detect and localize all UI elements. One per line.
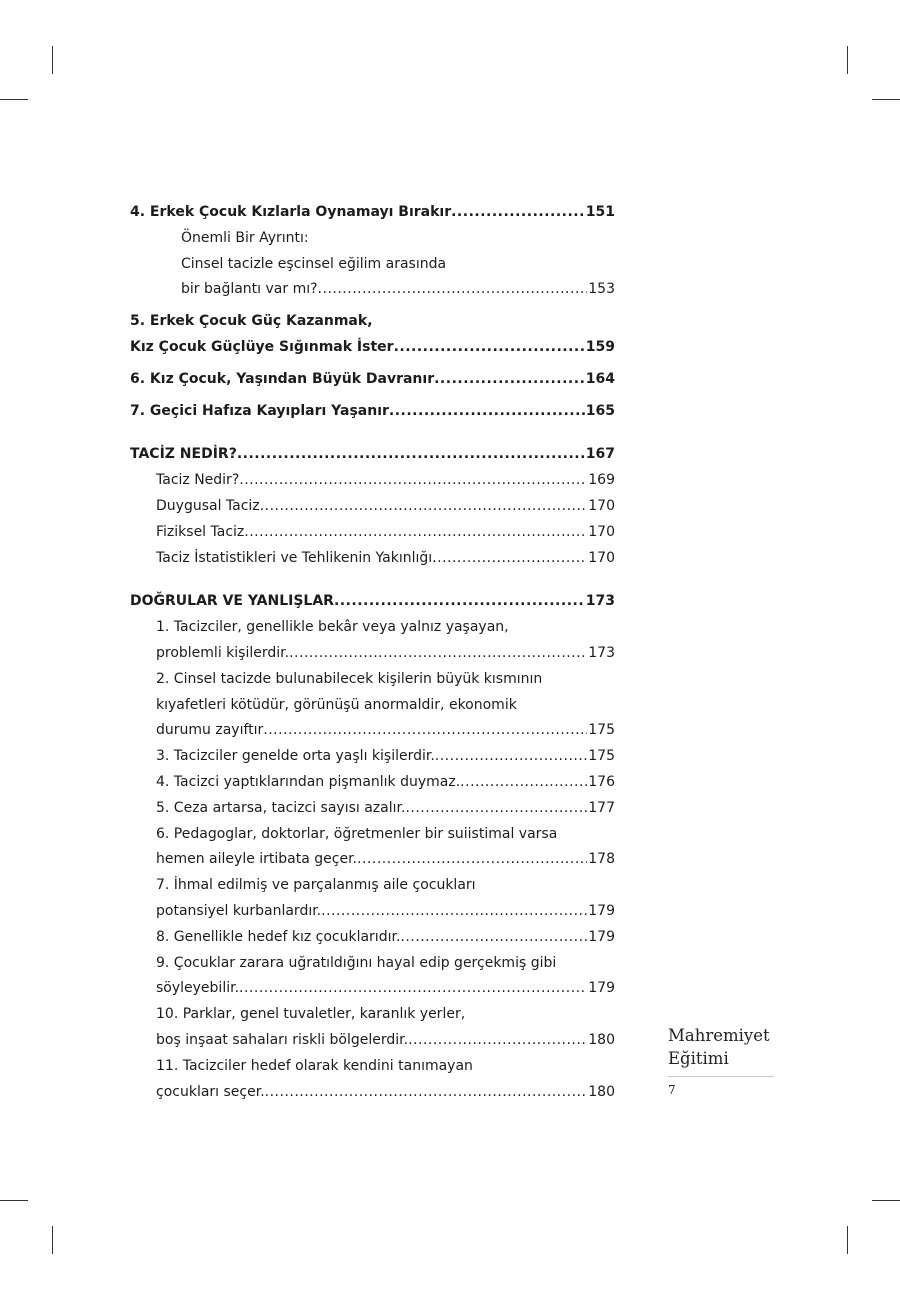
toc-entry (130, 667, 615, 693)
toc-entry-title: 7. İhmal edilmiş ve parçalanmış aile çocukları (156, 877, 476, 894)
toc-entry-title: 11. Tacizciler hedef olarak kendini tanımayan (156, 1057, 473, 1074)
toc-entry (130, 873, 615, 899)
toc-leader-dots (260, 494, 588, 520)
table-of-contents (130, 200, 615, 1105)
crop-mark-bottom-left-vertical (52, 1226, 53, 1254)
toc-entry-title: 6. Pedagoglar, doktorlar, öğretmenler bir suiistimal varsa (156, 825, 558, 842)
toc-entry (130, 277, 615, 303)
toc-entry (130, 252, 615, 278)
toc-entry (130, 1080, 615, 1106)
toc-entry (130, 468, 615, 494)
toc-entry-page: 170 (588, 523, 615, 540)
toc-entry-title: çocukları seçer. (156, 1083, 265, 1100)
toc-leader-dots (435, 744, 587, 770)
toc-entry-page: 175 (588, 748, 615, 765)
toc-entry-title: potansiyel kurbanlardır. (156, 902, 322, 919)
toc-entry (130, 693, 615, 719)
toc-leader-dots (289, 641, 587, 667)
toc-entry-page: 176 (588, 773, 615, 790)
toc-entry-title: Taciz Nedir? (156, 472, 240, 489)
toc-heading-entry (130, 367, 615, 393)
toc-entry-title: 4. Tacizci yaptıklarından pişmanlık duymaz. (156, 773, 461, 790)
toc-heading-entry (130, 335, 615, 361)
toc-entry-title: 5. Erkek Çocuk Güç Kazanmak, (130, 313, 373, 330)
toc-entry (130, 226, 615, 252)
crop-mark-bottom-right-horizontal (872, 1200, 900, 1201)
toc-heading-entry (130, 442, 615, 468)
toc-entry-page: 170 (588, 497, 615, 514)
toc-leader-dots (389, 399, 585, 425)
running-header (668, 1024, 774, 1097)
toc-entry-page: 179 (588, 928, 615, 945)
toc-entry-page: 179 (588, 980, 615, 997)
toc-entry (130, 925, 615, 951)
toc-entry-title: 9. Çocuklar zarara uğratıldığını hayal edip gerçekmiş gibi (156, 954, 557, 971)
toc-entry-title: TACİZ NEDİR? (130, 446, 237, 463)
toc-entry (130, 520, 615, 546)
toc-spacer (130, 424, 615, 442)
toc-heading-entry (130, 309, 615, 335)
toc-entry (130, 847, 615, 873)
toc-entry-page: 179 (588, 902, 615, 919)
toc-entry (130, 796, 615, 822)
toc-entry-title: Kız Çocuk Güçlüye Sığınmak İster (130, 338, 394, 355)
toc-entry-page: 180 (588, 1031, 615, 1048)
toc-leader-dots (265, 1080, 588, 1106)
toc-entry-page: 175 (588, 722, 615, 739)
crop-mark-bottom-right-vertical (847, 1226, 848, 1254)
toc-entry (130, 1002, 615, 1028)
toc-entry-title: 4. Erkek Çocuk Kızlarla Oynamayı Bırakır (130, 204, 452, 220)
toc-entry-title: kıyafetleri kötüdür, görünüşü anormaldir, ekonomik (156, 696, 517, 713)
toc-entry (130, 1028, 615, 1054)
toc-entry-title: söyleyebilir. (156, 980, 240, 997)
toc-entry-page: 173 (585, 593, 615, 610)
toc-leader-dots (318, 277, 588, 303)
crop-mark-top-right-horizontal (872, 99, 900, 100)
toc-entry (130, 718, 615, 744)
toc-leader-dots (239, 468, 587, 494)
toc-entry-page: 169 (588, 472, 615, 489)
toc-entry-page: 167 (585, 446, 615, 463)
toc-entry-title: 6. Kız Çocuk, Yaşından Büyük Davranır (130, 370, 435, 387)
toc-entry (130, 770, 615, 796)
toc-heading-entry (130, 399, 615, 425)
toc-entry (130, 951, 615, 977)
book-title-line-1: Mahremiyet (668, 1026, 770, 1045)
toc-entry-page: 165 (585, 402, 615, 419)
toc-entry-page: 159 (585, 338, 615, 355)
toc-leader-dots (405, 796, 587, 822)
toc-entry-title: problemli kişilerdir. (156, 644, 290, 661)
toc-entry (130, 976, 615, 1002)
toc-entry-title: Fiziksel Taciz (156, 523, 245, 540)
toc-entry-page: 170 (588, 549, 615, 566)
toc-entry (130, 1054, 615, 1080)
toc-leader-dots (394, 335, 585, 361)
toc-entry-title: Duygusal Taciz (156, 497, 260, 514)
toc-leader-dots (244, 520, 587, 546)
crop-mark-top-left-horizontal (0, 99, 28, 100)
toc-entry-page: 164 (585, 370, 615, 387)
crop-mark-bottom-left-horizontal (0, 1200, 28, 1201)
toc-leader-dots (334, 589, 585, 615)
toc-entry-page: 180 (588, 1083, 615, 1100)
toc-entry-title: 3. Tacizciler genelde orta yaşlı kişilerdir. (156, 748, 435, 765)
toc-leader-dots (263, 718, 587, 744)
header-divider (668, 1076, 774, 1077)
toc-leader-dots (408, 1028, 587, 1054)
toc-spacer (130, 571, 615, 589)
toc-leader-dots (432, 546, 587, 572)
toc-entry (130, 546, 615, 572)
toc-leader-dots (239, 976, 587, 1002)
toc-leader-dots (357, 847, 587, 873)
toc-entry-page: 153 (588, 281, 615, 298)
toc-leader-dots (451, 200, 585, 226)
toc-entry-title: boş inşaat sahaları riskli bölgelerdir. (156, 1031, 409, 1048)
toc-entry-title: DOĞRULAR VE YANLIŞLAR (130, 593, 334, 610)
toc-entry-title: bir bağlantı var mı? (181, 281, 318, 298)
toc-leader-dots (237, 442, 585, 468)
toc-entry-title: 10. Parklar, genel tuvaletler, karanlık yerler, (156, 1006, 466, 1023)
toc-leader-dots (460, 770, 587, 796)
toc-entry (130, 744, 615, 770)
toc-entry-page: 178 (588, 851, 615, 868)
toc-entry-title: 2. Cinsel tacizde bulunabilecek kişilerin büyük kısmının (156, 670, 543, 687)
book-title-line-2: Eğitimi (668, 1049, 729, 1068)
toc-entry (130, 494, 615, 520)
toc-entry (130, 822, 615, 848)
toc-leader-dots (321, 899, 587, 925)
toc-heading-entry (130, 200, 615, 226)
toc-heading-entry (130, 589, 615, 615)
toc-entry-title: Taciz İstatistikleri ve Tehlikenin Yakınlığı (156, 549, 433, 566)
toc-entry-title: durumu zayıftır (156, 722, 264, 739)
toc-entry-title: 8. Genellikle hedef kız çocuklarıdır. (156, 928, 401, 945)
toc-entry-title: Önemli Bir Ayrıntı: (181, 229, 309, 246)
toc-entry (130, 641, 615, 667)
toc-leader-dots (434, 367, 585, 393)
toc-entry-page: 173 (588, 644, 615, 661)
toc-entry-page: 151 (585, 204, 615, 220)
page-number: 7 (668, 1083, 676, 1097)
toc-entry-title: Cinsel tacizle eşcinsel eğilim arasında (181, 255, 447, 272)
toc-entry-title: 5. Ceza artarsa, tacizci sayısı azalır. (156, 799, 406, 816)
toc-entry (130, 899, 615, 925)
toc-entry (130, 615, 615, 641)
toc-entry-title: 1. Tacizciler, genellikle bekâr veya yalnız yaşayan, (156, 619, 509, 636)
crop-mark-top-right-vertical (847, 46, 848, 74)
toc-entry-title: hemen aileyle irtibata geçer. (156, 851, 358, 868)
toc-entry-page: 177 (588, 799, 615, 816)
crop-mark-top-left-vertical (52, 46, 53, 74)
toc-leader-dots (400, 925, 587, 951)
toc-entry-title: 7. Geçici Hafıza Kayıpları Yaşanır (130, 402, 389, 419)
